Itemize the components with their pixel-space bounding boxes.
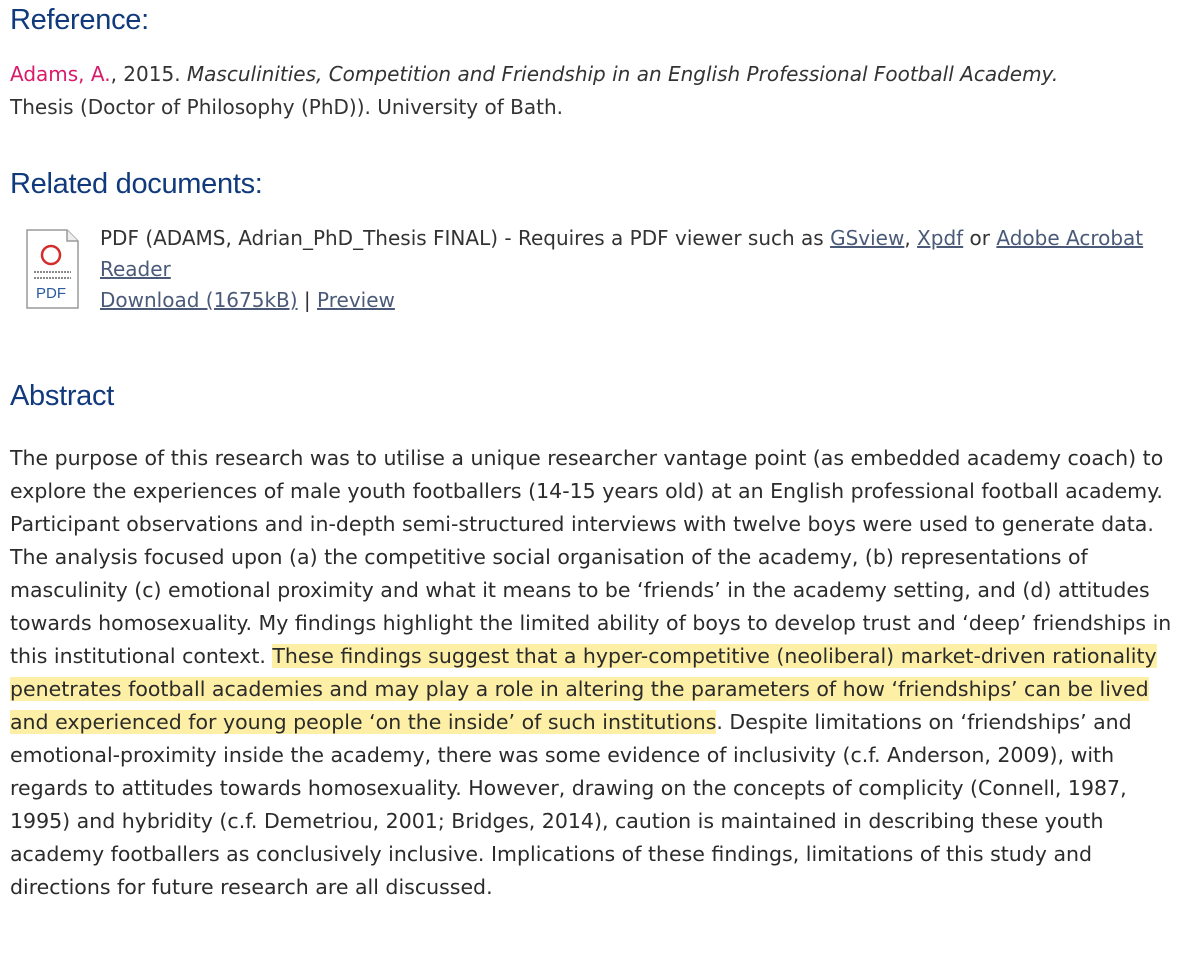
pdf-icon-label: PDF <box>36 285 66 302</box>
thesis-info: Thesis (Doctor of Philosophy (PhD)). University of Bath. <box>10 95 563 119</box>
abstract-text <box>10 442 1190 904</box>
document-description: PDF (ADAMS, Adrian_PhD_Thesis FINAL) - Requires a PDF viewer such as <box>100 226 831 250</box>
related-document-entry <box>100 223 1180 316</box>
separator-text: , <box>904 226 918 250</box>
pipe-separator: | <box>297 288 318 312</box>
reference-heading: Reference: <box>10 4 149 36</box>
citation-year: , 2015. <box>110 62 187 86</box>
reference-citation <box>10 58 1190 124</box>
xpdf-link[interactable]: Xpdf <box>917 226 964 250</box>
abstract-part-2: . Despite limitations on ‘friendships’ and emotional-proximity inside the academy, there was some evidence of inclusivity (c.f. Anderson, 2009), with regards to attitudes towards homosexuality. However, drawing on the concepts of complicity (Connell, 1987, 1995) and hybridity (c.f. Demetriou, 2001; Bridges, 2014), caution is maintained in describing these youth academy footballers as conclusively inclusive. Implications of these findings, limitations of this study and directions for future research are all discussed. <box>10 710 1132 899</box>
pdf-document-icon[interactable] <box>25 228 80 310</box>
thesis-title: Masculinities, Competition and Friendship in an English Professional Football Academy. <box>186 62 1059 86</box>
related-documents-heading: Related documents: <box>10 168 263 200</box>
abstract-heading: Abstract <box>10 380 114 412</box>
adobe-acrobat-reader-link[interactable]: Adobe Acrobat Reader <box>100 226 1144 281</box>
download-link[interactable]: Download (1675kB) <box>100 288 298 312</box>
gsview-link[interactable]: GSview <box>830 226 905 250</box>
or-text: or <box>963 226 997 250</box>
abstract-part-1: The purpose of this research was to utilise a unique researcher vantage point (as embedded academy coach) to explore the experiences of male youth footballers (14-15 years old) at an English professional football academy. Participant observations and in-depth semi-structured interviews with twelve boys were used to generate data. The analysis focused upon (a) the competitive social organisation of the academy, (b) representations of masculinity (c) emotional proximity and what it means to be ‘friends’ in the academy setting, and (d) attitudes towards homosexuality. My findings highlight the limited ability of boys to develop trust and ‘deep’ friendships in this institutional context. <box>10 446 1172 668</box>
abstract-highlighted-text: These findings suggest that a hyper-competitive (neoliberal) market-driven rationality penetrates football academies and may play a role in altering the parameters of how ‘friendships’ can be lived and experienced for young people ‘on the inside’ of such institutions <box>10 644 1157 734</box>
preview-link[interactable]: Preview <box>317 288 395 312</box>
author-name: Adams, A. <box>10 62 111 86</box>
